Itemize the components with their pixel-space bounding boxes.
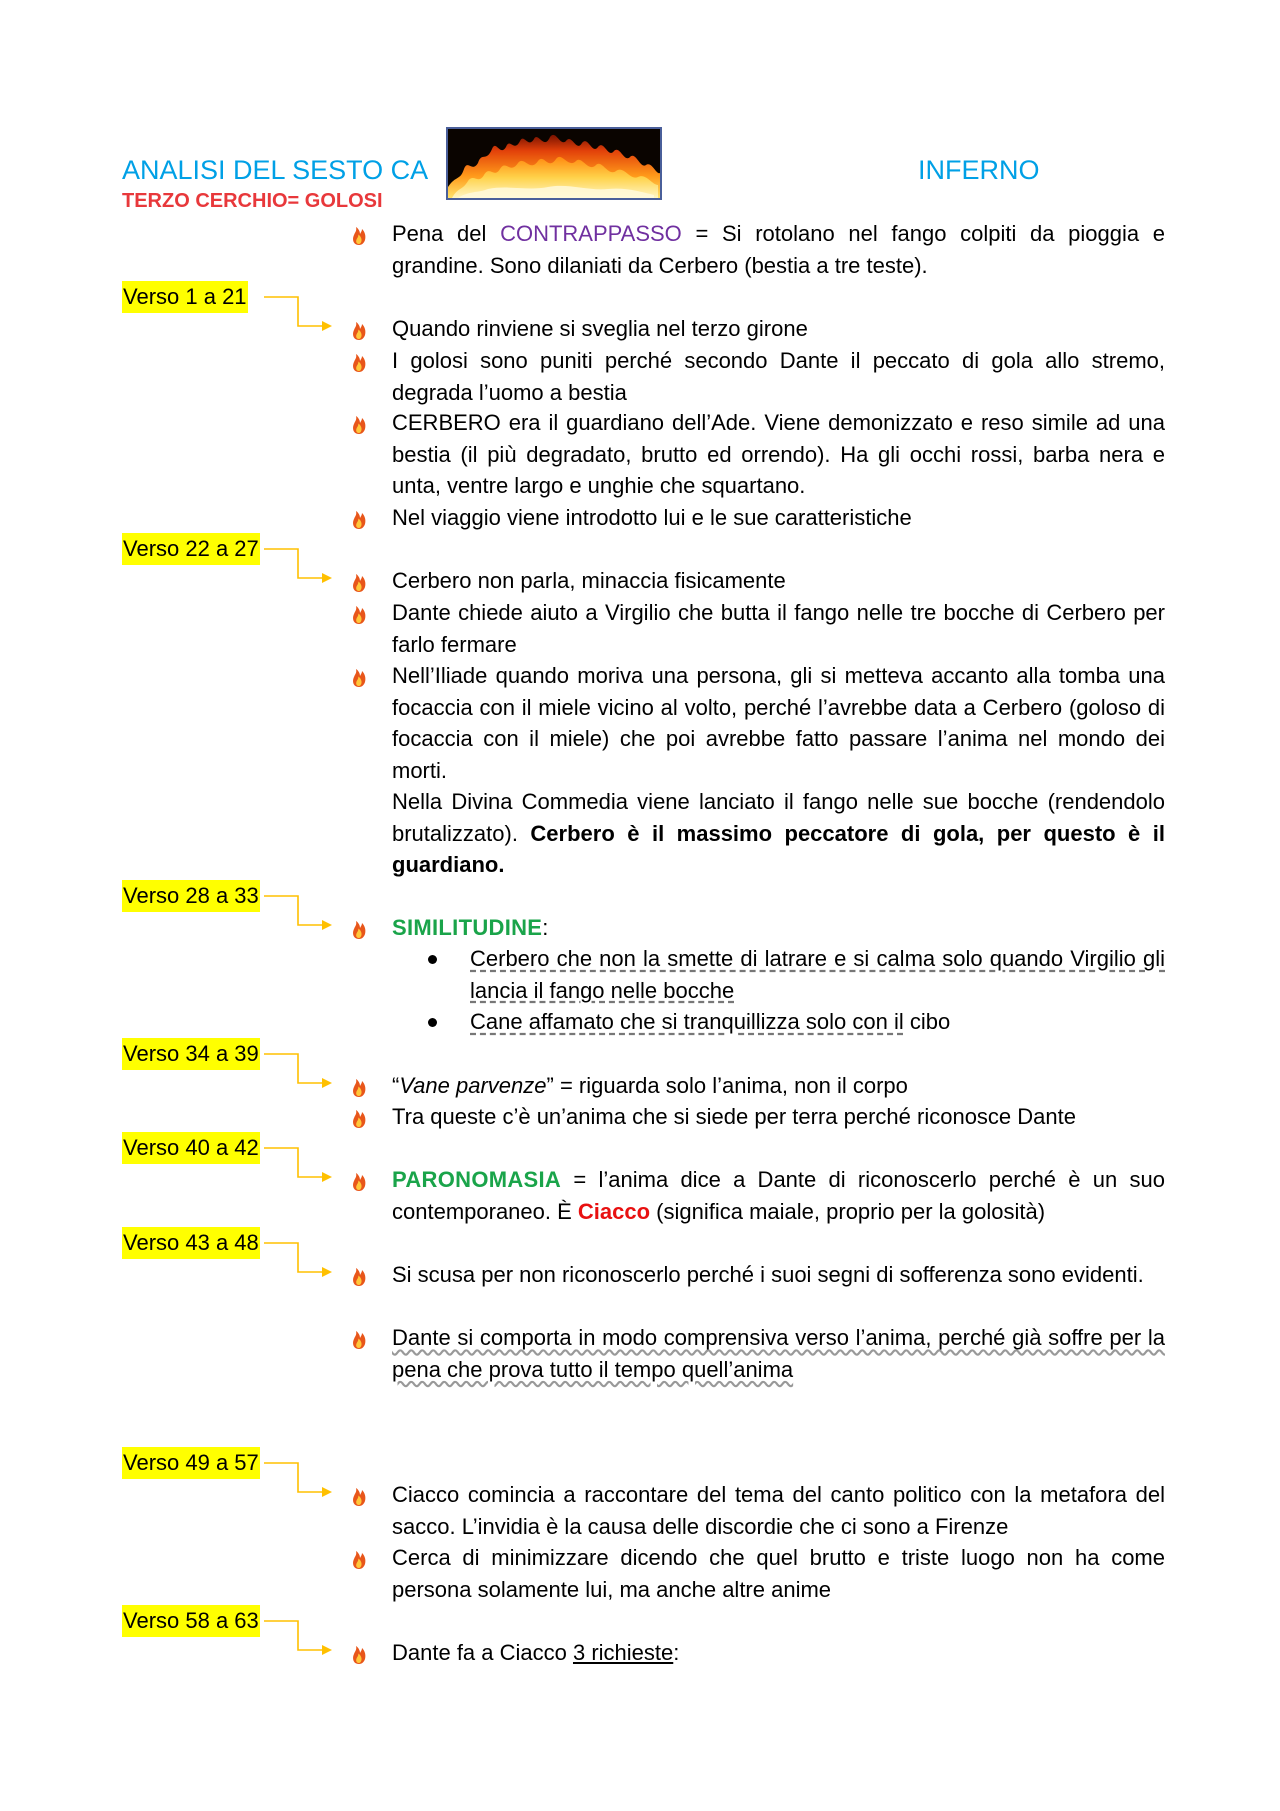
flame-bullet-icon bbox=[350, 508, 368, 530]
flame-bullet-icon bbox=[350, 351, 368, 373]
connector-arrow-icon bbox=[264, 1147, 334, 1187]
list-item: Nel viaggio viene introdotto lui e le sue caratteristiche bbox=[392, 505, 912, 530]
term-paronomasia: PARONOMASIA bbox=[392, 1167, 562, 1192]
verso-label: Verso 49 a 57 bbox=[122, 1447, 260, 1479]
flame-bullet-icon bbox=[350, 1107, 368, 1129]
list-item: Dante chiede aiuto a Virgilio che butta il fango nelle tre bocche di Cerbero per farlo fermare bbox=[392, 600, 1165, 657]
term-similitudine: SIMILITUDINE bbox=[392, 915, 543, 940]
name-ciacco: Ciacco bbox=[577, 1198, 651, 1224]
list-item: Quando rinviene si sveglia nel terzo girone bbox=[392, 316, 808, 341]
verso-label: Verso 22 a 27 bbox=[122, 533, 260, 565]
flame-bullet-icon bbox=[350, 1485, 368, 1507]
term-contrappasso: CONTRAPPASSO bbox=[500, 221, 682, 246]
connector-arrow-icon bbox=[264, 1242, 334, 1282]
flame-bullet-icon bbox=[350, 603, 368, 625]
flame-bullet-icon bbox=[350, 1643, 368, 1665]
list-item: “Vane parvenze” = riguarda solo l’anima, non il corpo bbox=[392, 1073, 908, 1098]
list-item: CERBERO era il guardiano dell’Ade. Viene demonizzato e reso simile ad una bestia (il più degradato, brutto ed orrendo). Ha gli occhi rossi, barba nera e unta, ventre largo e unghie che squartano. bbox=[392, 410, 1165, 498]
dot-bullet-icon bbox=[428, 955, 437, 964]
list-item: Si scusa per non riconoscerlo perché i suoi segni di sofferenza sono evidenti. bbox=[392, 1262, 1144, 1287]
verso-label: Verso 34 a 39 bbox=[122, 1038, 260, 1070]
list-item: Dante si comporta in modo comprensiva verso l’anima, perché già soffre per la pena che prova tutto il tempo quell’anima bbox=[392, 1325, 1165, 1382]
list-item: Ciacco comincia a raccontare del tema del canto politico con la metafora del sacco. L’invidia è la causa delle discordie che ci sono a Firenze bbox=[392, 1482, 1165, 1539]
list-item: Cerca di minimizzare dicendo che quel brutto e triste luogo non ha come persona solamente lui, ma anche altre anime bbox=[392, 1545, 1165, 1602]
connector-arrow-icon bbox=[264, 1462, 334, 1502]
verso-label: Verso 43 a 48 bbox=[122, 1227, 260, 1259]
title-left: ANALISI DEL SESTO CA bbox=[122, 155, 429, 185]
verso-label: Verso 58 a 63 bbox=[122, 1605, 260, 1637]
verso-label: Verso 40 a 42 bbox=[122, 1132, 260, 1164]
flame-bullet-icon bbox=[350, 224, 368, 246]
flame-bullet-icon bbox=[350, 413, 368, 435]
connector-arrow-icon bbox=[264, 1053, 334, 1093]
verso-label: Verso 1 a 21 bbox=[122, 281, 248, 313]
list-item: SIMILITUDINE: bbox=[392, 915, 549, 940]
list-item: Dante fa a Ciacco 3 richieste: bbox=[392, 1640, 680, 1665]
list-item: Tra queste c’è un’anima che si siede per terra perché riconosce Dante bbox=[392, 1104, 1076, 1129]
connector-arrow-icon bbox=[264, 895, 334, 935]
list-item: PARONOMASIA = l’anima dice a Dante di riconoscerlo perché è un suo contemporaneo. È Ciacco (significa maiale, proprio per la golosità) bbox=[392, 1167, 1165, 1224]
list-item: Cerbero non parla, minaccia fisicamente bbox=[392, 568, 786, 593]
list-item: I golosi sono puniti perché secondo Dante il peccato di gola allo stremo, degrada l’uomo a bestia bbox=[392, 348, 1165, 405]
sub-list-item: Cane affamato che si tranquillizza solo con il cibo bbox=[470, 1009, 951, 1034]
flame-bullet-icon bbox=[350, 1265, 368, 1287]
flame-bullet-icon bbox=[350, 319, 368, 341]
flame-bullet-icon bbox=[350, 571, 368, 593]
flame-bullet-icon bbox=[350, 1076, 368, 1098]
flame-bullet-icon bbox=[350, 918, 368, 940]
verso-label: Verso 28 a 33 bbox=[122, 880, 260, 912]
title-right: INFERNO bbox=[918, 155, 1040, 185]
fire-banner-image bbox=[446, 127, 662, 200]
connector-arrow-icon bbox=[264, 1620, 334, 1660]
flame-bullet-icon bbox=[350, 666, 368, 688]
sub-list-item: Cerbero che non la smette di latrare e si calma solo quando Virgilio gli lancia il fango nelle bocche bbox=[470, 946, 1165, 1003]
list-item: Nell’Iliade quando moriva una persona, gli si metteva accanto alla tomba una focaccia con il miele vicino al volto, perché l’avrebbe data a Cerbero (goloso di focaccia con il miele) che poi avrebbe fatto passare l’anima nel mondo dei morti. Nella Divina Commedia viene lanciato il fango nelle sue bocche (rendendolo brutalizzato). Cerbero è il massimo peccatore di gola, per questo è il guardiano. bbox=[392, 663, 1165, 877]
dot-bullet-icon bbox=[428, 1018, 437, 1027]
flame-bullet-icon bbox=[350, 1170, 368, 1192]
flame-bullet-icon bbox=[350, 1328, 368, 1350]
flame-bullet-icon bbox=[350, 1548, 368, 1570]
list-item: Pena del CONTRAPPASSO = Si rotolano nel fango colpiti da pioggia e grandine. Sono dilaniati da Cerbero (bestia a tre teste). bbox=[392, 221, 1165, 278]
connector-arrow-icon bbox=[264, 548, 334, 588]
connector-arrow-icon bbox=[264, 296, 334, 336]
subtitle: TERZO CERCHIO= GOLOSI bbox=[122, 190, 383, 212]
